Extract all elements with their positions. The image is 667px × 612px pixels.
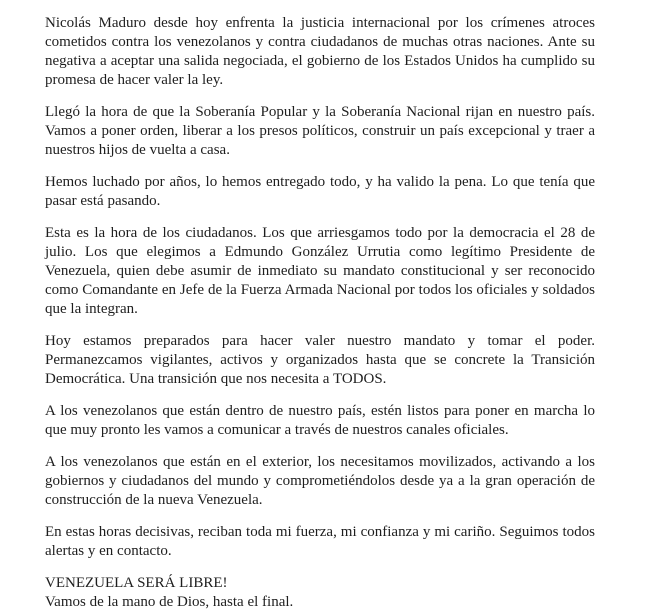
statement-paragraph-5: Hoy estamos preparados para hacer valer nuestro mandato y tomar el poder. Permanezcamos vigilantes, activos y organizados hasta que se concrete la Transición Democrática. Una transición que nos necesita a TODOS. [45,333,595,387]
statement-paragraph-2: Llegó la hora de que la Soberanía Popular y la Soberanía Nacional rijan en nuestro país. Vamos a poner orden, liberar a los presos políticos, construir un país excepcional y traer a nuestros hijos de vuelta a casa. [45,104,595,158]
statement-text-block [45,14,595,612]
closing-farewell-line: Vamos de la mano de Dios, hasta el final. [45,594,294,610]
statement-paragraph-3: Hemos luchado por años, lo hemos entregado todo, y ha valido la pena. Lo que tenía que pasar está pasando. [45,174,595,209]
closing-slogan-line: VENEZUELA SERÁ LIBRE! [45,575,228,591]
statement-paragraph-7: A los venezolanos que están en el exterior, los necesitamos movilizados, activando a los gobiernos y ciudadanos del mundo y comprometiéndolos desde ya a la gran operación de construcción de la nueva Venezuela. [45,454,595,508]
statement-paragraph-6: A los venezolanos que están dentro de nuestro país, estén listos para poner en marcha lo que muy pronto les vamos a comunicar a través de nuestros canales oficiales. [45,403,595,438]
closing-block [45,574,595,612]
statement-paragraph-8: En estas horas decisivas, reciban toda mi fuerza, mi confianza y mi cariño. Seguimos todos alertas y en contacto. [45,524,595,559]
statement-paragraph-1: Nicolás Maduro desde hoy enfrenta la justicia internacional por los crímenes atroces cometidos contra los venezolanos y contra ciudadanos de muchas otras naciones. Ante su negativa a aceptar una salida negociada, el gobierno de los Estados Unidos ha cumplido su promesa de hacer valer la ley. [45,15,595,88]
statement-paragraph-4: Esta es la hora de los ciudadanos. Los que arriesgamos todo por la democracia el 28 de julio. Los que elegimos a Edmundo González Urrutia como legítimo Presidente de Venezuela, quien debe asumir de inmediato su mandato constitucional y ser reconocido como Comandante en Jefe de la Fuerza Armada Nacional por todos los oficiales y soldados que la integran. [45,225,595,317]
